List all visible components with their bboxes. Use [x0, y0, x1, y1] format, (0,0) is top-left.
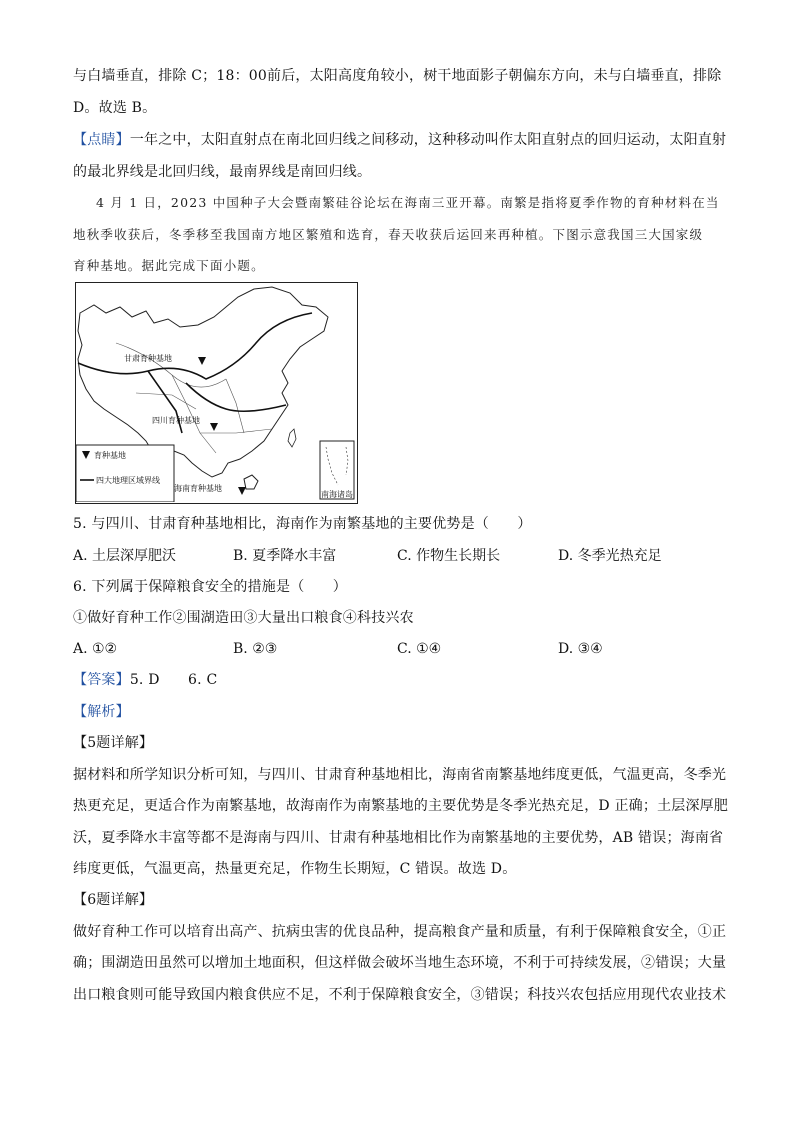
detail-6-title: 【6题详解】	[73, 892, 154, 908]
q6-option-c: C. ①④	[397, 641, 442, 657]
answer-tag: 【答案】	[73, 672, 130, 688]
q5-option-d: D. 冬季光热充足	[558, 548, 662, 564]
q6-option-d: D. ③④	[558, 641, 603, 657]
hainan-island	[244, 475, 258, 489]
q6-option-a: A. ①②	[73, 641, 118, 657]
legend-boundary-label: 四大地理区域界线	[96, 476, 160, 485]
material-line: 4 月 1 日，2023 中国种子大会暨南繁硅谷论坛在海南三亚开幕。南繁是指将夏季作物的育种材料在当	[96, 195, 720, 210]
legend-base-label: 育种基地	[94, 451, 126, 460]
material-line: 育种基地。据此完成下面小题。	[73, 258, 265, 273]
province-line	[226, 379, 244, 433]
material-line: 地秋季收获后，冬季移至我国南方地区繁殖和选育，春天收获后运回来再种植。下图示意我国三大国家级	[73, 227, 704, 242]
q5-option-a: A. 土层深厚肥沃	[73, 548, 177, 564]
question-5-stem: 5. 与四川、甘肃育种基地相比，海南作为南繁基地的主要优势是（ ）	[73, 516, 532, 532]
dianjing-tag: 【点睛】	[73, 132, 130, 148]
taiwan-island	[288, 429, 296, 447]
nanhai-label: 南海诸岛	[321, 490, 353, 499]
detail-6-line: 做好育种工作可以培育出高产、抗病虫害的优良品种，提高粮食产量和质量，有利于保障粮食安全，①正	[73, 924, 727, 940]
china-map-figure	[75, 282, 358, 504]
dianjing-text: 一年之中，太阳直射点在南北回归线之间移动，这种移动叫作太阳直射点的回归运动，太阳直射	[129, 132, 727, 148]
detail-5-line: 热更充足，更适合作为南繁基地，故海南作为南繁基地的主要优势是冬季光热充足，D 正确；土层深厚肥	[73, 798, 729, 814]
region-boundary-line	[78, 313, 312, 379]
q5-option-c: C. 作物生长期长	[397, 548, 501, 564]
jiexi-heading: 【解析】	[73, 704, 130, 720]
detail-5-line: 沃，夏季降水丰富等都不是海南与四川、甘肃有种基地相比作为南繁基地的主要优势，AB 错误；海南省	[73, 830, 724, 846]
province-line	[116, 343, 226, 387]
question-6-stem: 6. 下列属于保障粮食安全的措施是（ ）	[73, 579, 348, 595]
gansu-base-marker	[198, 357, 206, 365]
gansu-base-label: 甘肃育种基地	[124, 354, 172, 363]
detail-5-title: 【5题详解】	[73, 735, 154, 751]
province-line	[172, 375, 216, 453]
detail-5-line: 据材料和所学知识分析可知，与四川、甘肃育种基地相比，海南省南繁基地纬度更低，气温更高，冬季光	[73, 767, 727, 783]
answer-line	[73, 670, 723, 690]
question-6-items: ①做好育种工作②围湖造田③大量出口粮食④科技兴农	[73, 610, 414, 626]
china-map-svg	[76, 283, 356, 502]
text-line: 的最北界线是北回归线，最南界线是南回归线。	[73, 164, 372, 180]
detail-6-line: 出口粮食则可能导致国内粮食供应不足，不利于保障粮食安全，③错误；科技兴农包括应用现代农业技术	[73, 987, 727, 1003]
sichuan-base-label: 四川育种基地	[152, 416, 200, 425]
hainan-base-marker	[238, 487, 246, 495]
answer-text: 5. D 6. C	[129, 672, 218, 688]
province-line	[200, 429, 272, 433]
detail-6-line: 确；围湖造田虽然可以增加土地面积，但这样做会破坏当地生态环境，不利于可持续发展，②错误；大量	[73, 955, 727, 971]
q5-option-b: B. 夏季降水丰富	[233, 548, 337, 564]
text-line: 与白墙垂直，排除 C；18：00前后，太阳高度角较小，树干地面影子朝偏东方向，未与白墙垂直，排除	[73, 68, 722, 84]
sichuan-base-marker	[210, 423, 218, 431]
q6-option-b: B. ②③	[233, 641, 278, 657]
hainan-base-label: 海南育种基地	[174, 484, 222, 493]
detail-5-line: 纬度更低，气温更高，热量更充足，作物生长期短，C 错误。故选 D。	[73, 861, 517, 877]
dianjing-line	[73, 130, 727, 150]
text-line: D。故选 B。	[73, 100, 157, 116]
